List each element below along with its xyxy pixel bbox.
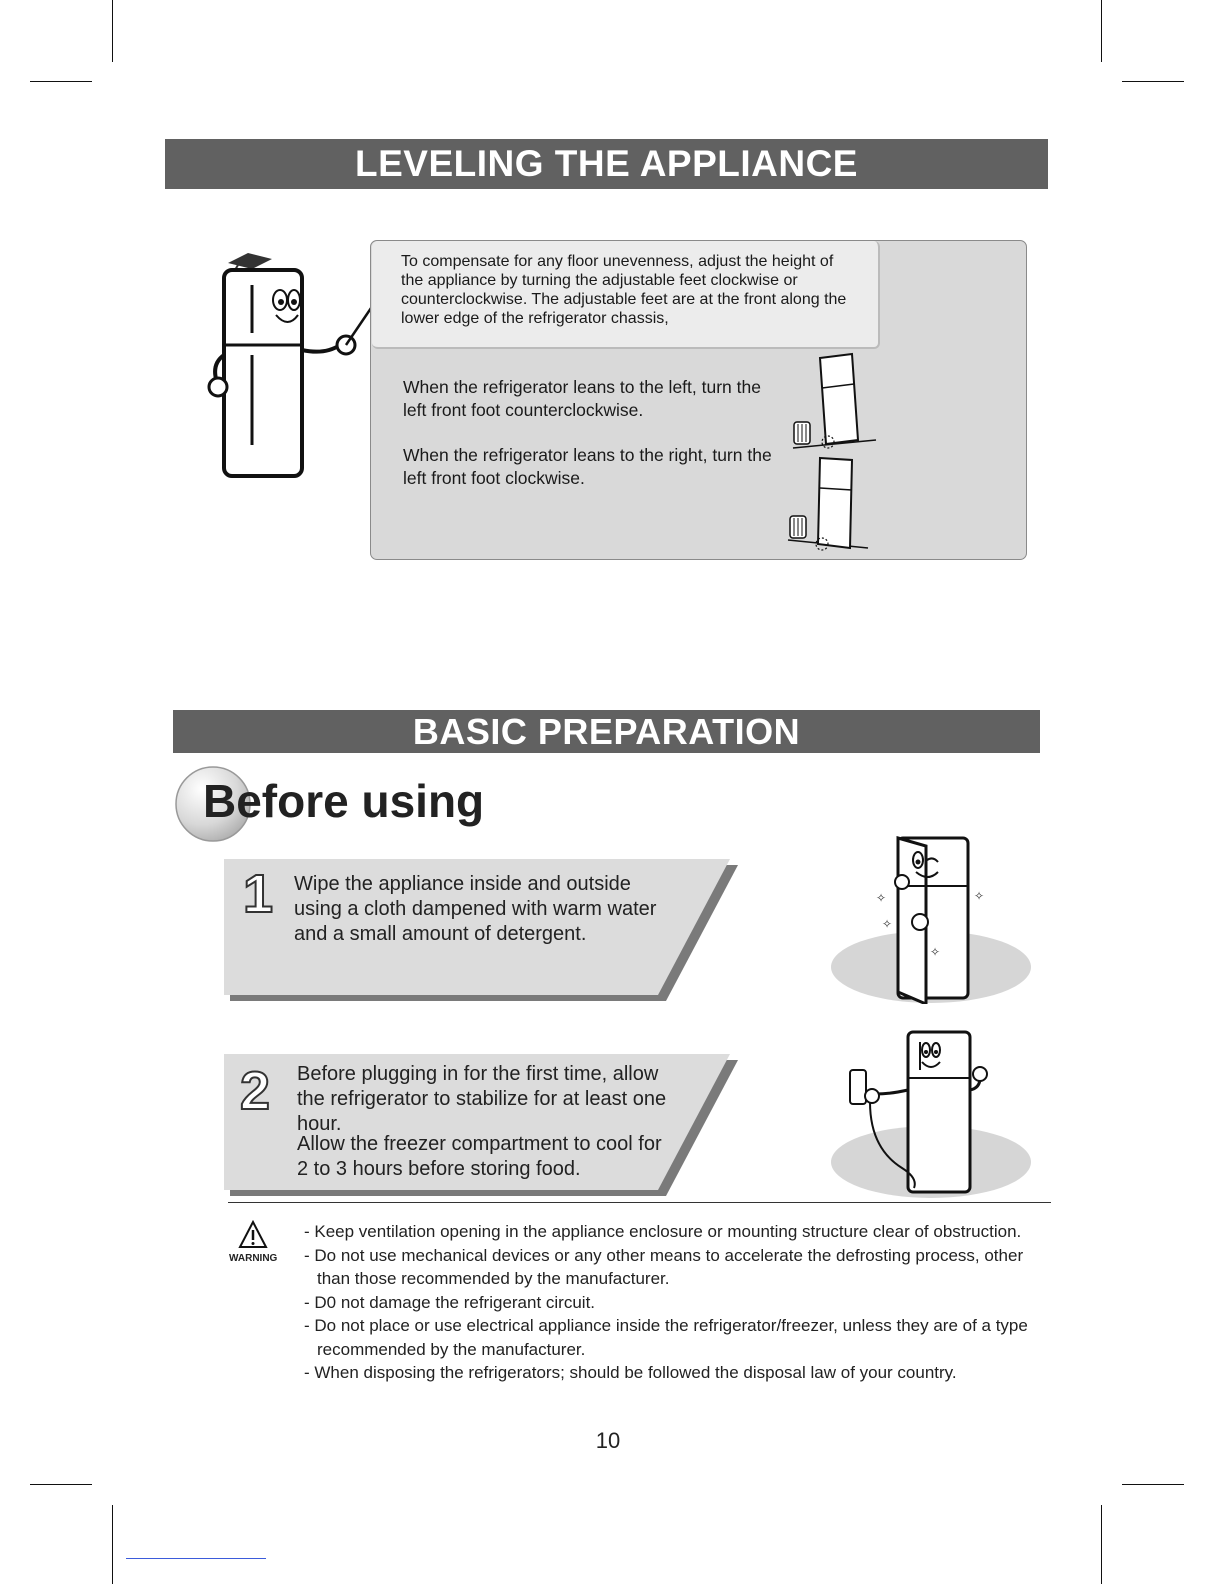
crop-mark	[1122, 1484, 1184, 1485]
svg-text:✧: ✧	[930, 945, 941, 959]
warning-item: - Keep ventilation opening in the appliance enclosure or mounting structure clear of obstruction.	[304, 1222, 1022, 1241]
plugging-mascot-icon	[830, 1028, 1035, 1200]
basic-section-title: BASIC PREPARATION	[173, 710, 1040, 753]
page-number: 10	[595, 1428, 621, 1453]
bottom-line	[126, 1558, 266, 1559]
wiping-mascot-icon	[830, 832, 1035, 1004]
step-1-text: Wipe the appliance inside and outside using a cloth dampened with warm water and a small amount of detergent.	[294, 873, 657, 945]
warning-triangle-icon	[238, 1220, 268, 1250]
crop-mark	[30, 1484, 92, 1485]
divider	[228, 1202, 1051, 1203]
lean-right-illustration	[784, 452, 874, 552]
step-2-text: Before plugging in for the first time, allow the refrigerator to stabilize for at least one hour.	[297, 1063, 667, 1135]
crop-mark	[1101, 1505, 1102, 1584]
lean-left-text: When the refrigerator leans to the left, turn the left front foot counterclockwise.	[403, 377, 761, 420]
lean-right-text: When the refrigerator leans to the right, turn the left front foot clockwise.	[403, 445, 772, 488]
warning-item: - Do not use mechanical devices or any other means to accelerate the defrosting process, other than those recommended by the manufacturer.	[304, 1245, 1024, 1288]
svg-text:✧: ✧	[882, 917, 893, 931]
lean-left-illustration	[788, 352, 878, 452]
crop-mark	[1101, 0, 1102, 62]
warning-item: - Do not place or use electrical appliance inside the refrigerator/freezer, unless they are of a type recommended by the manufacturer.	[304, 1316, 1028, 1359]
warning-item: - When disposing the refrigerators; should be followed the disposal law of your country.	[304, 1363, 957, 1382]
warning-item: - D0 not damage the refrigerant circuit.	[304, 1292, 596, 1312]
crop-mark	[112, 1505, 113, 1584]
crop-mark	[1122, 81, 1184, 82]
svg-text:✧: ✧	[876, 891, 887, 905]
before-using-title: Before using	[203, 775, 485, 827]
step-1-number: 1	[243, 864, 274, 924]
step-2-text-extra: Allow the freezer compartment to cool for 2 to 3 hours before storing food.	[297, 1133, 662, 1180]
svg-text:✧: ✧	[974, 889, 985, 903]
warning-label: WARNING	[229, 1253, 278, 1264]
step-2-number: 2	[240, 1061, 271, 1121]
leveling-intro-text: To compensate for any floor unevenness, adjust the height of the appliance by turning the adjustable feet clockwise or counterclockwise. The adjustable feet are at the front along the lower edge of the refrigerator chassis,	[401, 253, 847, 327]
crop-mark	[30, 81, 92, 82]
leveling-section-title: LEVELING THE APPLIANCE	[165, 139, 1048, 189]
crop-mark	[112, 0, 113, 62]
warning-list	[304, 1220, 1054, 1385]
